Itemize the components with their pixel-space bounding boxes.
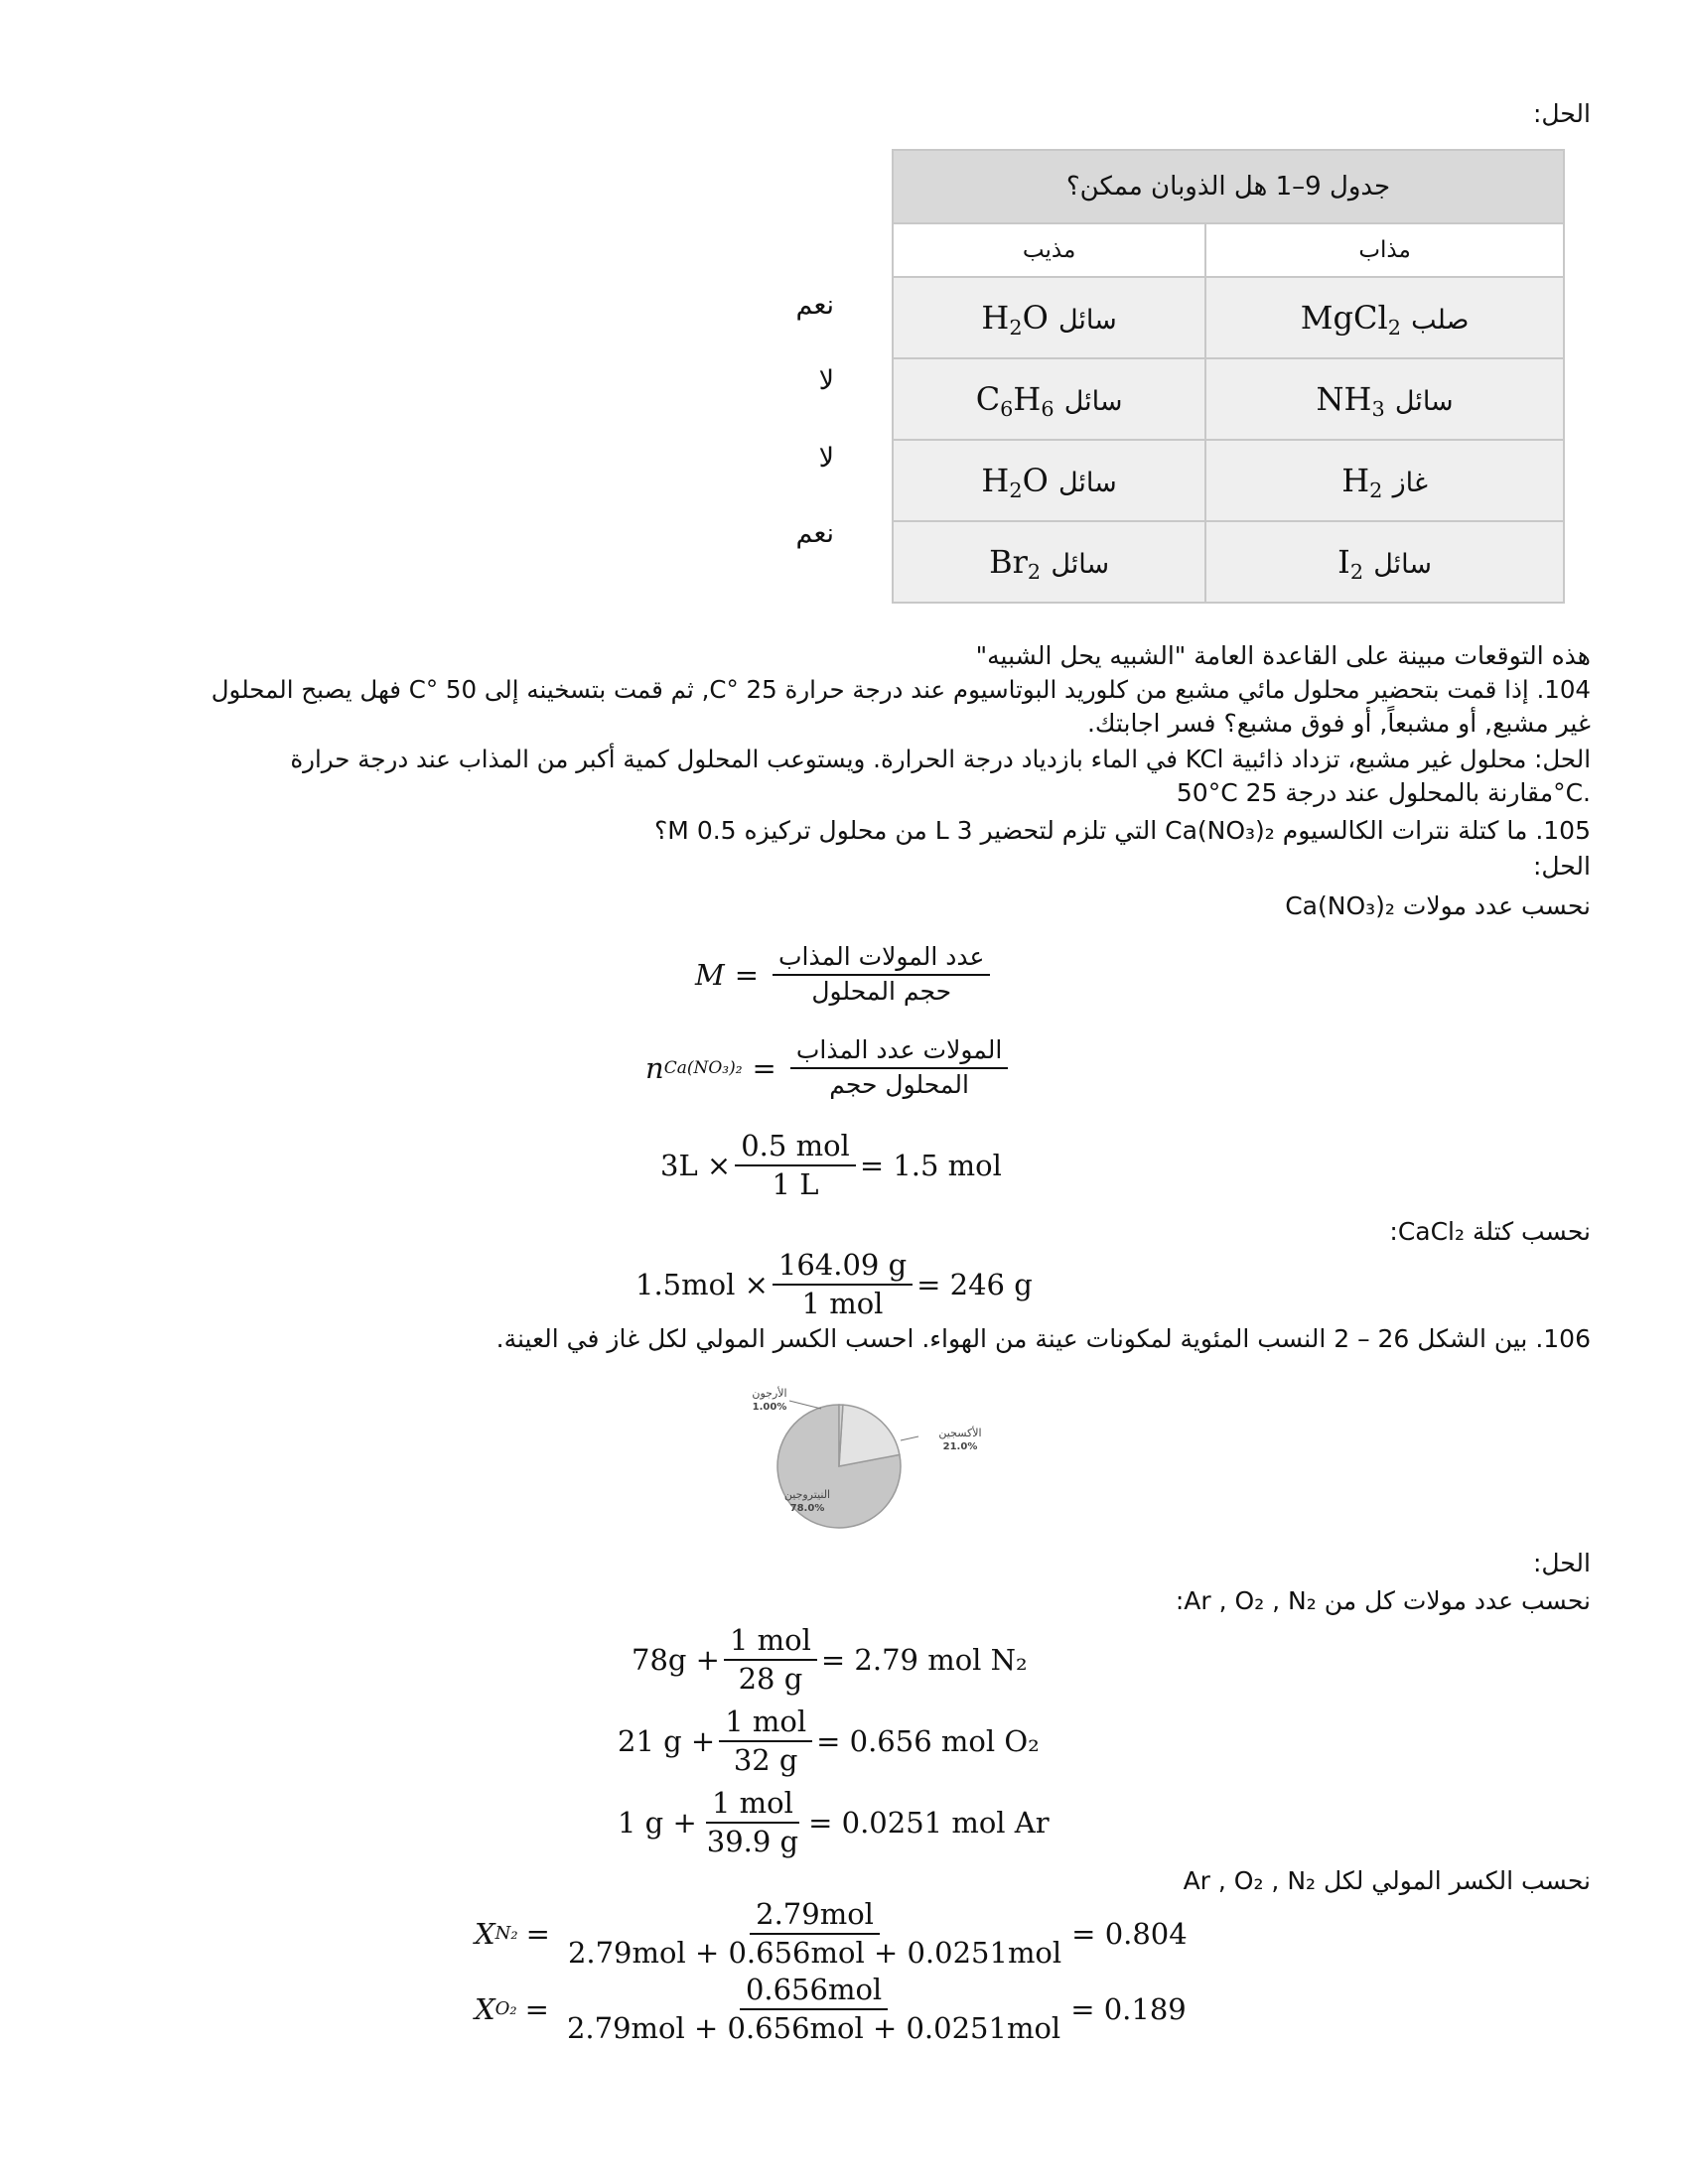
solvent-cell: $Br_2$ سائل — [893, 521, 1205, 603]
moles-definition-equation: n Ca(NO₃)₂ = $\frac{\text{المولات عدد المذاب}}{\text{المحلول حجم}}$ — [645, 1036, 1012, 1100]
pie-value-nitrogen: 78.0% — [789, 1503, 825, 1514]
solution-label-106: الحل: — [1532, 1549, 1591, 1577]
solvent-cell: $H_2O$ سائل — [893, 277, 1205, 358]
pie-slice-oxygen — [839, 1405, 900, 1466]
pie-label-argon: الأرجون — [752, 1387, 787, 1400]
mass-calculation: 1.5mol × $\frac{164.09 g}{\text{1 mol}}$ = 246 g — [635, 1248, 1033, 1321]
moles-calculation: 3L × $\frac{\text{0.5 mol}}{1 L}$ = 1.5 mol — [660, 1129, 1002, 1202]
pie-label-nitrogen: النيتروجين — [783, 1488, 831, 1501]
pie-value-oxygen: 21.0% — [942, 1441, 978, 1452]
solubility-table — [892, 149, 1565, 604]
rule-line: هذه التوقعات مبينة على القاعدة العامة "الشبيه يحل الشبيه" — [975, 641, 1591, 670]
o2-moles-equation: 21 g + $\frac{\text{1 mol}}{32 g}$ = 0.656 mol O₂ — [618, 1705, 1040, 1778]
calc-mass-label: نحسب كتلة CaCl₂: — [1389, 1217, 1591, 1246]
table-row — [893, 521, 1564, 603]
answer-row-3: لا — [818, 443, 834, 474]
ar-moles-equation: 1 g + $\frac{\text{1 mol}}{39.9 g}$ = 0.0251 mol Ar — [618, 1786, 1050, 1859]
pie-label-oxygen: الأكسجين — [938, 1427, 982, 1439]
calc-fraction-label: نحسب الكسر المولي لكل Ar , O₂ , N₂ — [1183, 1866, 1591, 1895]
n2-moles-equation: 78g + $\frac{\text{1 mol}}{28 g}$ = 2.79 mol N₂ — [632, 1623, 1028, 1697]
answer-row-1: نعم — [795, 290, 834, 321]
solute-cell: $NH_3$ سائل — [1205, 358, 1564, 440]
xn2-equation: X N₂ = $\frac{\text{2.79mol}}{\text{2.79mol + 0.656mol + 0.0251mol}}$ = 0.804 — [475, 1897, 1188, 1971]
header-solvent: مذيب — [893, 223, 1205, 277]
pie-value-argon: 1.00% — [752, 1402, 787, 1413]
question-104-line1: 104. إذا قمت بتحضير محلول مائي مشبع من كلوريد البوتاسيوم عند درجة حرارة 25 °C, ثم قمت بتسخينه إلى 50 °C فهل يصبح المحلول — [211, 675, 1591, 704]
answer-104-line1: الحل: محلول غير مشبع، تزداد ذائبية KCl في الماء بازدياد درجة الحرارة. ويستوعب المحلول كمية أكبر من المذاب عند درجة حرارة — [290, 745, 1591, 773]
table-row — [893, 440, 1564, 521]
pie-leader-line — [901, 1436, 918, 1440]
question-106: 106. بين الشكل 26 – 2 النسب المئوية لمكونات عينة من الهواء. احسب الكسر المولي لكل غاز في العينة. — [495, 1324, 1591, 1353]
calc-moles-gases: نحسب عدد مولات كل من Ar , O₂ , N₂: — [1175, 1586, 1591, 1615]
answer-104-line2: 50°C مقارنة بالمحلول عند درجة 25°C. — [1176, 778, 1591, 807]
answer-row-4: نعم — [795, 518, 834, 549]
table-row — [893, 358, 1564, 440]
solvent-cell: $C_6H_6$ سائل — [893, 358, 1205, 440]
calc-moles-ca: نحسب عدد مولات Ca(NO₃)₂ — [1285, 891, 1591, 920]
xo2-equation: X O₂ = $\frac{\text{0.656mol}}{\text{2.79mol + 0.656mol + 0.0251mol}}$ = 0.189 — [475, 1973, 1187, 2046]
header-solute: مذاب — [1205, 223, 1564, 277]
solute-cell: $H_2$ غاز — [1205, 440, 1564, 521]
air-composition-pie-chart — [730, 1375, 1028, 1534]
molarity-equation: M = $\frac{\text{عدد المولات المذاب}}{\text{حجم المحلول}}$ — [695, 943, 994, 1007]
solution-label-105: الحل: — [1532, 852, 1591, 881]
solute-cell: MgCl$_2$ صلب — [1205, 277, 1564, 358]
solute-cell: $I_2$ سائل — [1205, 521, 1564, 603]
solvent-cell: $H_2O$ سائل — [893, 440, 1205, 521]
solution-label: الحل: — [1532, 99, 1591, 128]
answer-row-2: لا — [818, 365, 834, 396]
question-105: 105. ما كتلة نترات الكالسيوم Ca(NO₃)₂ التي تلزم لتحضير 3 L من محلول تركيزه 0.5 M؟ — [654, 816, 1591, 845]
question-104-line2: غير مشبع, أو مشبعاً, أو فوق مشبع؟ فسر اجابتك. — [1086, 709, 1591, 738]
table-row — [893, 277, 1564, 358]
pie-leader-line — [789, 1401, 821, 1409]
table-title: جدول 9–1 هل الذوبان ممكن؟ — [893, 150, 1564, 223]
